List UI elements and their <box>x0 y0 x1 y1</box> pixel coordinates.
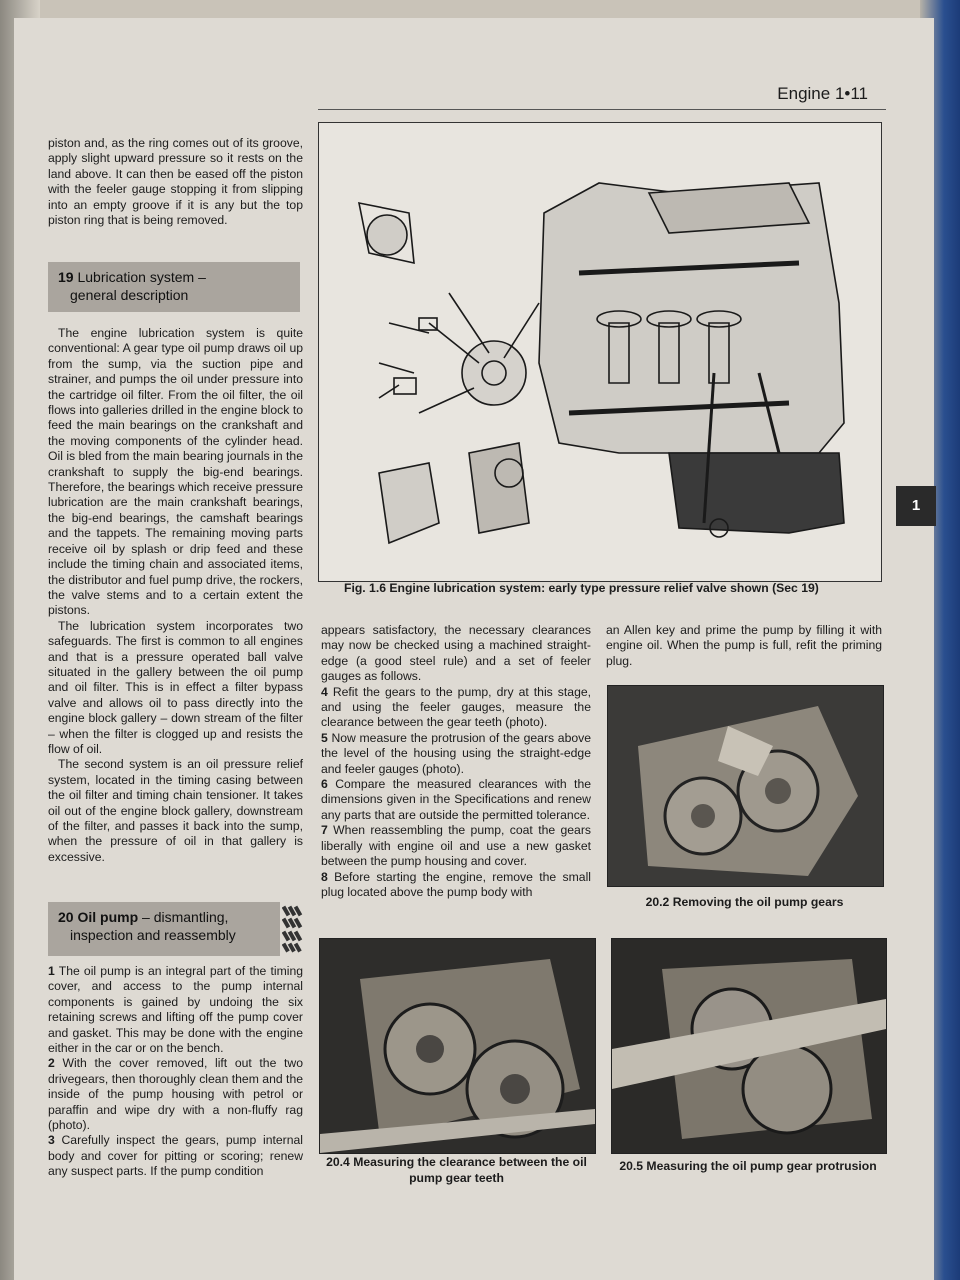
step-number: 8 <box>321 869 328 884</box>
col1-top-paragraph: piston and, as the ring comes out of its groove, apply slight upward pressure so it rests on the land above. It can then be eased off the piston with the feeler gauge stopping it from slipping into an empty groove if it is any but the top piston ring that is being removed. <box>48 136 303 228</box>
engine-cutaway-drawing <box>319 123 881 581</box>
manual-page <box>14 18 934 1280</box>
section-19-heading <box>48 262 300 312</box>
photo-caption-20-5: 20.5 Measuring the oil pump gear protrusion <box>619 1159 877 1173</box>
difficulty-spanner-icon <box>282 904 304 954</box>
step-6 <box>321 777 591 823</box>
photo-caption-20-2: 20.2 Removing the oil pump gears <box>645 895 844 909</box>
photo-caption-20-4: 20.4 Measuring the clearance between the oil pump gear teeth <box>326 1155 587 1185</box>
step-5 <box>321 731 591 777</box>
step-number: 6 <box>321 777 328 792</box>
photo-measuring-protrusion <box>611 938 887 1154</box>
header-rule <box>318 109 886 110</box>
step-text: With the cover removed, lift out the two drivegears, then thoroughly clean them and the inside of the pump housing with petrol or paraffin and wipe dry with a non-fluffy rag (photo). <box>48 1056 303 1133</box>
section-19-paragraph: The second system is an oil pressure relief system, located in the timing casing between the oil filter and timing chain tensioner. It takes oil out of the engine block gallery, downstream of the filter, and passes it back into the sump, when the pressure of oil in that gallery is excessive. <box>48 757 303 864</box>
photo-removing-gears <box>607 685 884 887</box>
section-20-steps-col1 <box>48 964 303 1180</box>
step-7 <box>321 823 591 869</box>
section-19-paragraph: The engine lubrication system is quite conventional: A gear type oil pump draws oil up from the sump, via the suction pipe and strainer, and pumps the oil under pressure into the cartridge oil filter. From the oil filter, the oil flows into galleries drilled in the engine block to feed the main bearings on the crankshaft and the moving components of the cylinder head. Oil is bled from the main bearing journals in the crankshaft to supply the big-end bearings. Therefore, the bearings which receive pressure lubrication are the main crankshaft bearings, the big-end bearings, the camshaft bearings and the tappets. The remaining moving parts receive oil by splash or drip feed and these include the timing chain and associated items, the distributor and fuel pump drive, the rockers, the valve stems and to a certain extent the pistons. <box>48 326 303 618</box>
step-text: The oil pump is an integral part of the timing cover, and access to the pump internal components is gained by undoing the six retaining screws and lifting off the pump cover and gasket. This may be done with the engine either in the car or on the bench. <box>48 964 303 1056</box>
step-8 <box>321 870 591 901</box>
section-20-heading <box>48 902 280 956</box>
step-text: Before starting the engine, remove the small plug located above the pump body with <box>321 869 591 899</box>
section-19-title-1: Lubrication system – <box>77 269 206 285</box>
step-3 <box>48 1133 303 1179</box>
section-20-number: 20 <box>58 909 74 925</box>
step-text: Now measure the protrusion of the gears above the level of the housing using the straight-edge and feeler gauges (photo). <box>321 730 591 776</box>
section-20-title-rest: – dismantling, <box>138 909 229 925</box>
section-19-title-2: general description <box>70 287 189 303</box>
section-20-steps-col2 <box>321 623 591 900</box>
step-number: 1 <box>48 964 55 978</box>
section-20-title-bold: Oil pump <box>77 909 139 925</box>
step-2 <box>48 1056 303 1133</box>
step-4 <box>321 685 591 731</box>
step-text: Compare the measured clearances with the dimensions given in the Specifications and renew any parts that are outside the permitted tolerance. <box>321 777 591 822</box>
step-number: 4 <box>321 684 328 699</box>
section-19-number: 19 <box>58 269 74 285</box>
step-number: 3 <box>48 1133 55 1148</box>
engine-lubrication-figure <box>318 122 882 582</box>
step-number: 5 <box>321 730 328 745</box>
step-text: Refit the gears to the pump, dry at this stage, and using the feeler gauges, measure the clearance between the gear teeth (photo). <box>321 684 592 730</box>
step-number: 2 <box>48 1056 55 1071</box>
col2-continuation: appears satisfactory, the necessary clearances may now be checked using a machined straight-edge (a good steel rule) and a set of feeler gauges as follows. <box>321 623 591 684</box>
section-19-body <box>48 326 303 865</box>
step-number: 7 <box>321 823 328 838</box>
chapter-tab: 1 <box>896 486 936 526</box>
photo-measuring-clearance <box>319 938 596 1154</box>
col3-continuation: an Allen key and prime the pump by filling it with engine oil. When the pump is full, refit the priming plug. <box>606 623 882 668</box>
section-20-title-2: inspection and reassembly <box>70 927 236 943</box>
figure-caption: Fig. 1.6 Engine lubrication system: early type pressure relief valve shown (Sec 19) <box>344 581 819 595</box>
page-header: Engine 1•11 <box>777 84 868 103</box>
step-text: When reassembling the pump, coat the gears liberally with engine oil and use a new gasket between the pump housing and cover. <box>321 823 591 869</box>
section-19-paragraph: The lubrication system incorporates two safeguards. The first is common to all engines and that is a pressure operated ball valve situated in the gallery between the oil pump and oil filter. This is in effect a filter bypass valve and allows oil to pass directly into the engine block gallery – down stream of the filter – when the filter is clogged up and resists the flow of oil. <box>48 618 303 756</box>
step-text: Carefully inspect the gears, pump internal body and cover for pitting or scoring; renew any suspect parts. If the pump condition <box>48 1133 303 1179</box>
step-1 <box>48 964 303 1056</box>
